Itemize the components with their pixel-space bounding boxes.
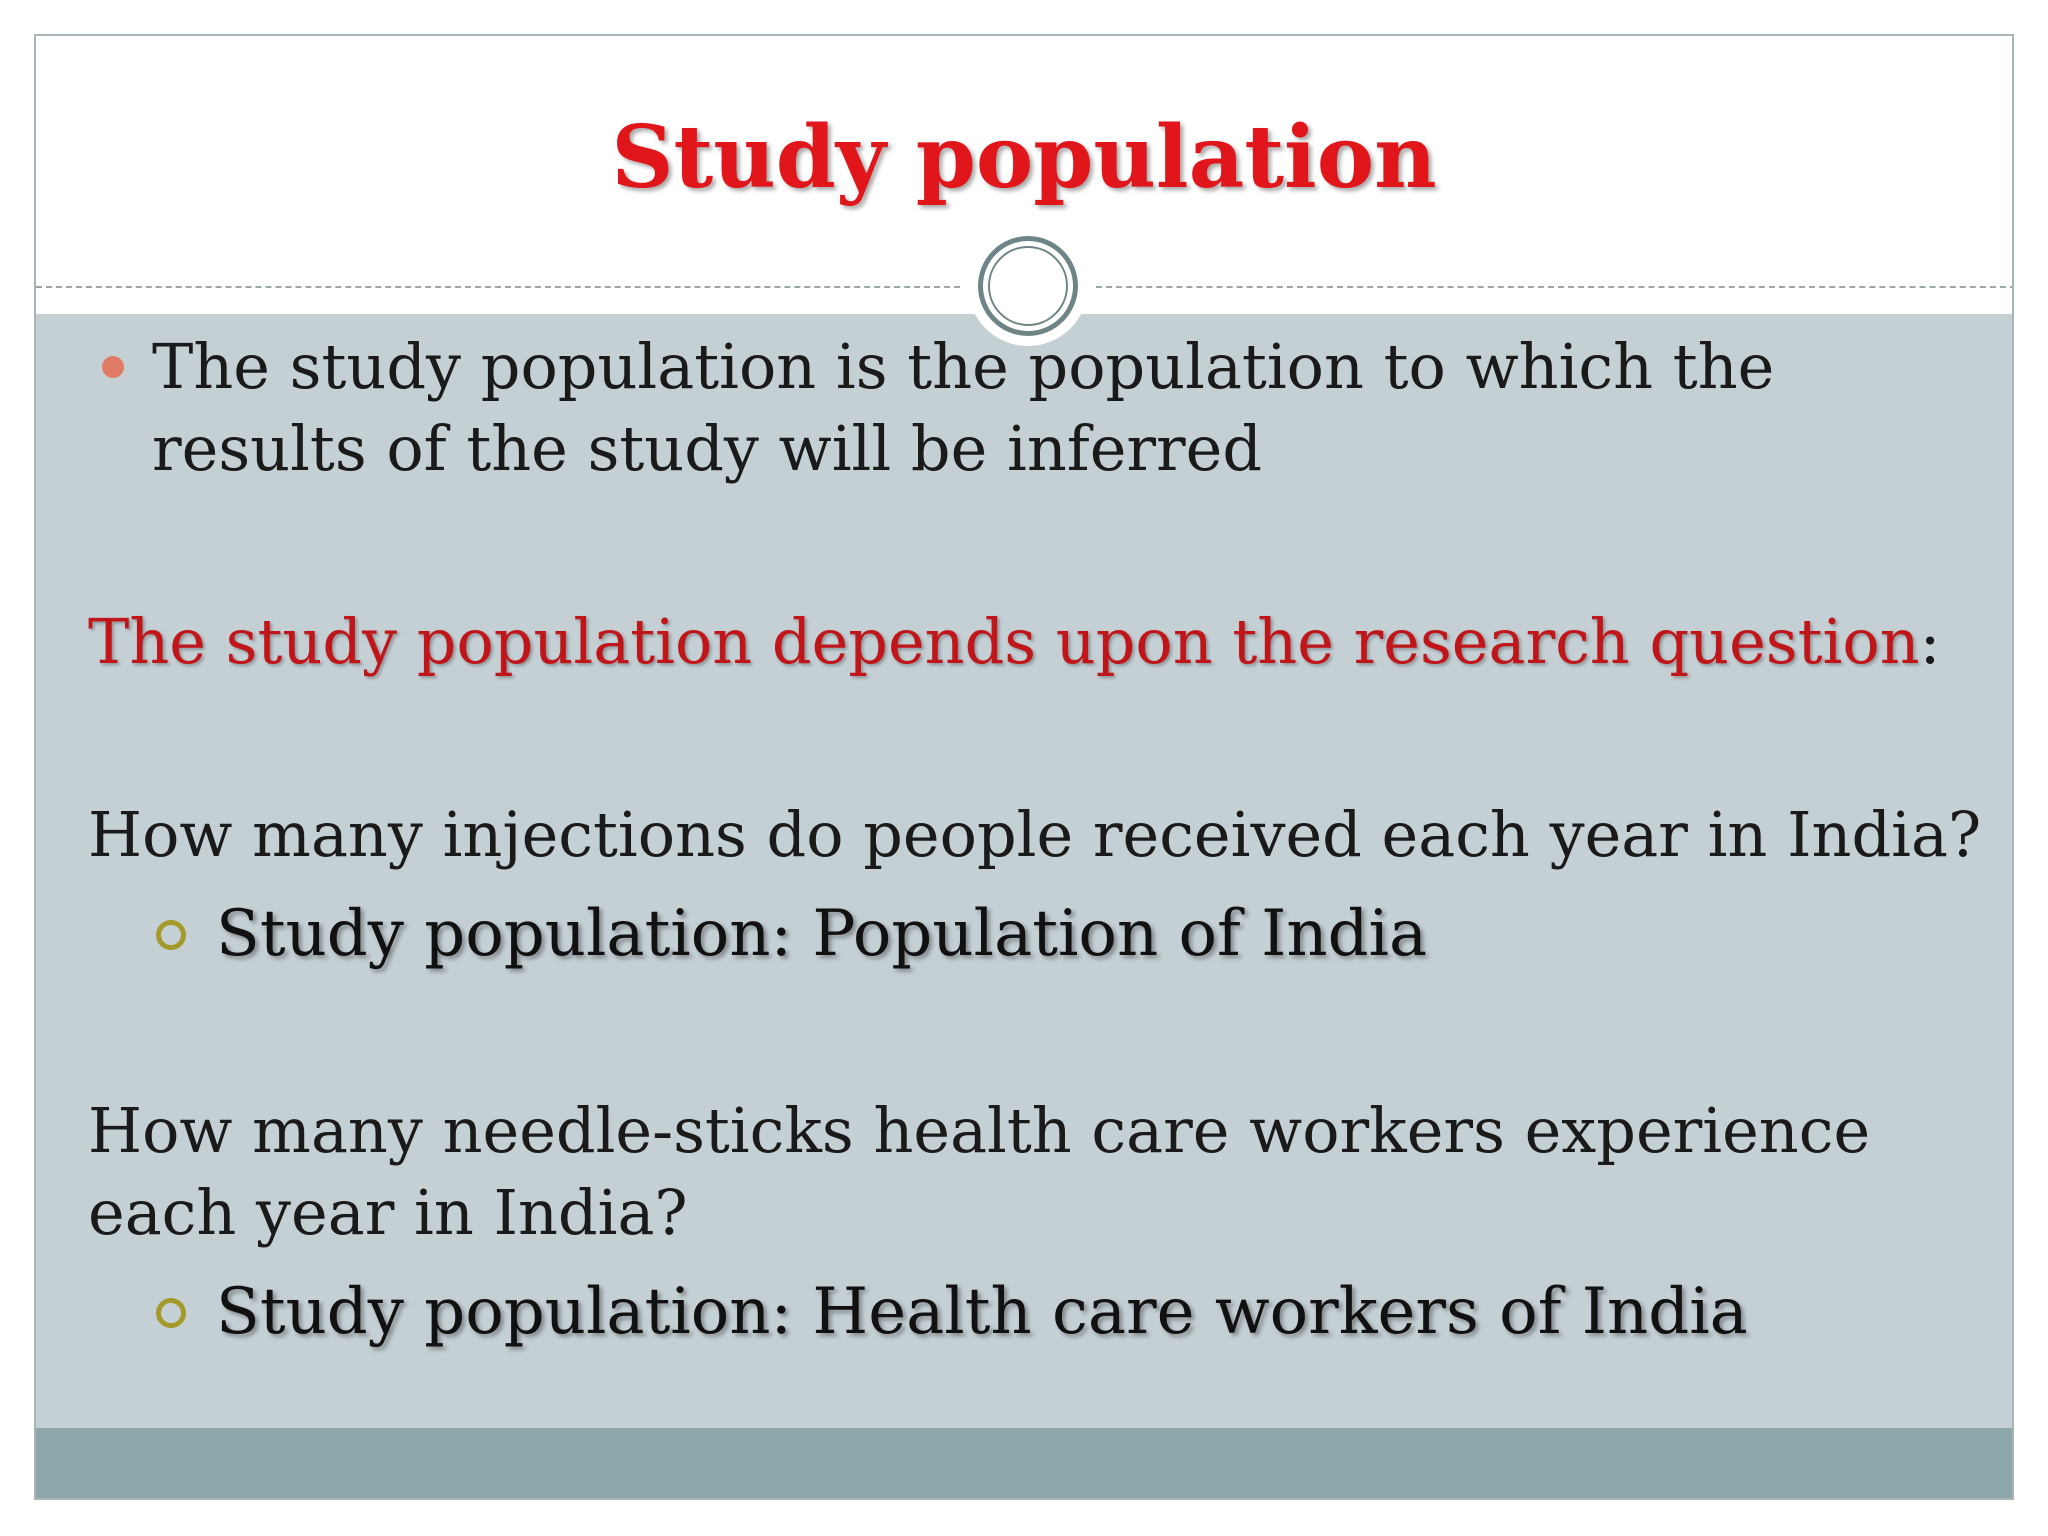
slide-title: Study population bbox=[611, 107, 1437, 208]
divider-ring-inner bbox=[988, 246, 1068, 326]
lead-highlight: The study population depends upon the research question bbox=[88, 605, 1920, 678]
question-1: How many injections do people received each year in India? bbox=[88, 798, 1982, 871]
intro-bullet-text: The study population is the population to which the results of the study will be inferred bbox=[152, 330, 1775, 485]
ring-bullet-icon bbox=[156, 1298, 186, 1328]
bullet-dot-icon bbox=[102, 356, 124, 378]
footer-bar bbox=[36, 1428, 2012, 1498]
slide bbox=[34, 34, 2014, 1500]
title-divider-right bbox=[1096, 286, 2014, 288]
lead-statement bbox=[88, 601, 1968, 683]
title-divider-left bbox=[36, 286, 960, 288]
question-2: How many needle-sticks health care workers experience each year in India? bbox=[88, 1094, 1871, 1249]
ring-bullet-icon bbox=[156, 920, 186, 950]
answer-2: Study population: Health care workers of India bbox=[216, 1275, 1748, 1349]
lead-suffix: : bbox=[1919, 605, 1941, 678]
answer-1: Study population: Population of India bbox=[216, 897, 1428, 971]
